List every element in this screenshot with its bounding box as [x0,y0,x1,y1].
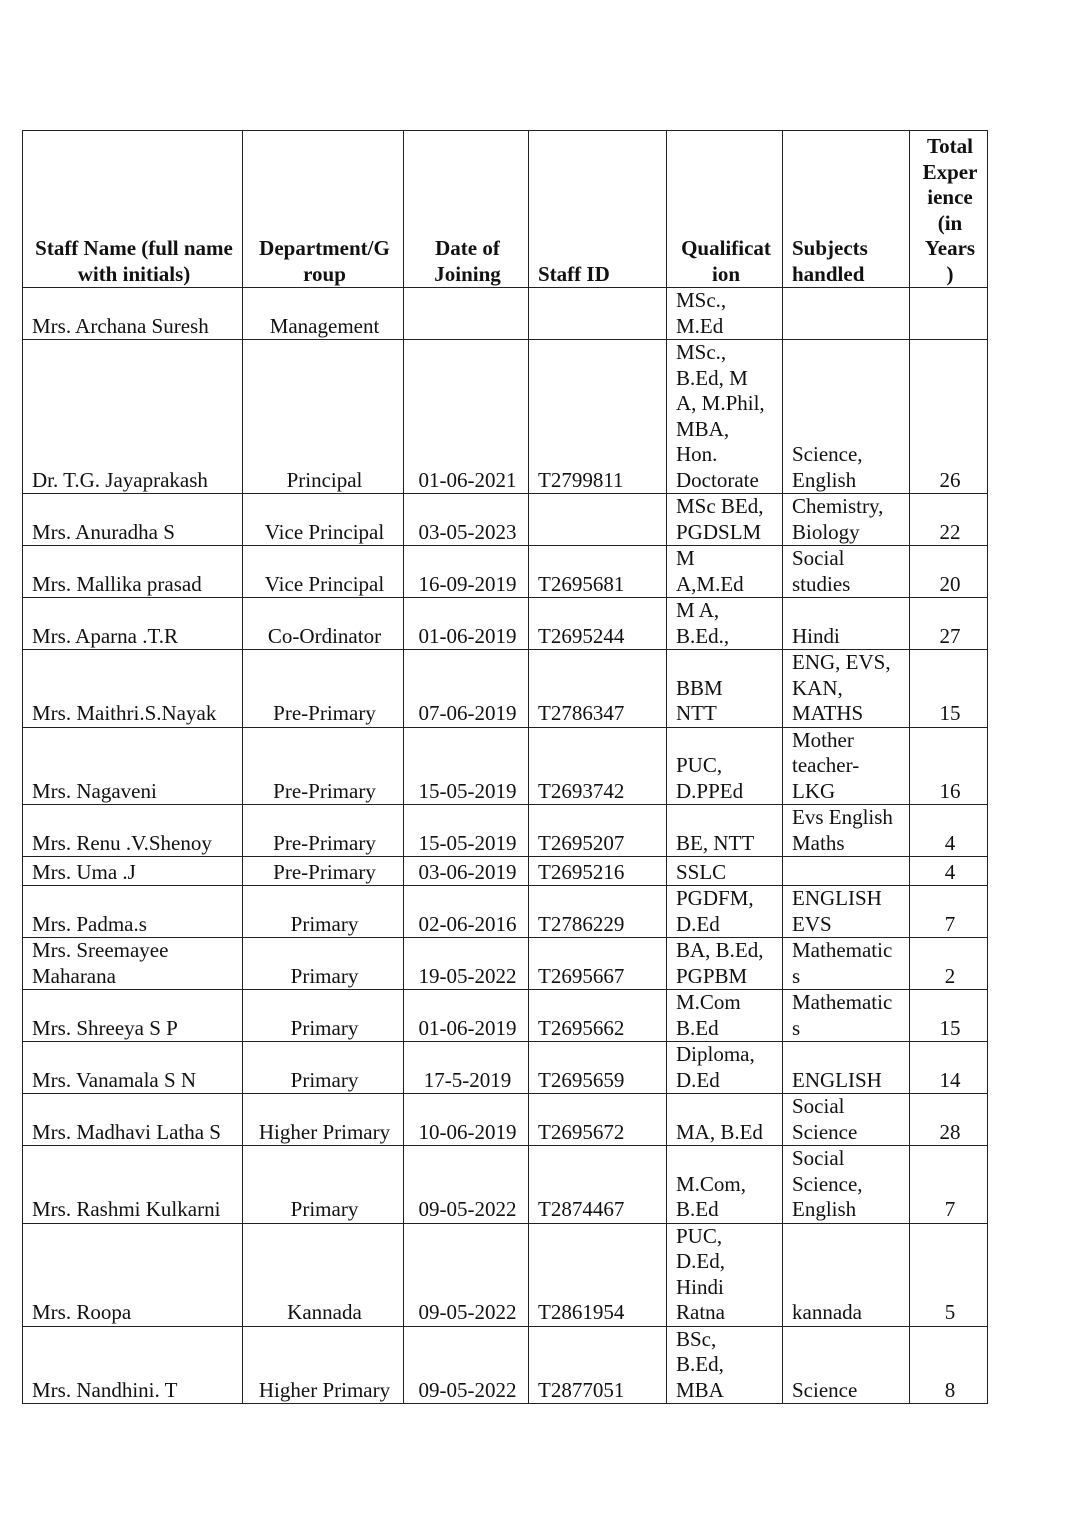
cell-staff-id: T2695672 [529,1094,667,1146]
table-row [23,1326,988,1404]
cell-subjects: Chemistry, Biology [783,494,910,546]
header-subjects: Subjects handled [783,131,910,288]
header-date-of-joining: Date of Joining [404,131,529,288]
cell-subjects: Science [783,1326,910,1404]
cell-subjects: Hindi [783,598,910,650]
cell-staff-id: T2877051 [529,1326,667,1404]
table-row [23,288,988,340]
cell-subjects: Mathematic s [783,938,910,990]
table-row [23,990,988,1042]
cell-staff-id: T2695216 [529,857,667,886]
cell-subjects: kannada [783,1223,910,1326]
cell-department: Vice Principal [243,494,404,546]
cell-staff-name: Mrs. Rashmi Kulkarni [23,1146,243,1224]
cell-qualification: PUC, D.PPEd [667,727,783,805]
cell-department: Primary [243,1042,404,1094]
cell-staff-id: T2861954 [529,1223,667,1326]
cell-subjects: ENGLISH [783,1042,910,1094]
table-row [23,1223,988,1326]
cell-date-of-joining: 10-06-2019 [404,1094,529,1146]
cell-staff-id: T2695667 [529,938,667,990]
cell-experience: 20 [910,546,988,598]
table-row [23,650,988,728]
cell-department: Management [243,288,404,340]
cell-staff-id: T2874467 [529,1146,667,1224]
cell-experience: 16 [910,727,988,805]
cell-experience: 4 [910,857,988,886]
cell-experience: 4 [910,805,988,857]
header-qualification: Qualificat ion [667,131,783,288]
cell-experience: 7 [910,1146,988,1224]
cell-staff-name: Mrs. Aparna .T.R [23,598,243,650]
cell-staff-id: T2799811 [529,340,667,494]
cell-qualification: BSc, B.Ed, MBA [667,1326,783,1404]
header-staff-name: Staff Name (full name with initials) [23,131,243,288]
cell-subjects [783,288,910,340]
table-row [23,494,988,546]
cell-qualification: BE, NTT [667,805,783,857]
table-row [23,1146,988,1224]
cell-qualification: MSc., M.Ed [667,288,783,340]
cell-qualification: BA, B.Ed, PGPBM [667,938,783,990]
cell-date-of-joining: 15-05-2019 [404,805,529,857]
table-row [23,886,988,938]
cell-department: Higher Primary [243,1094,404,1146]
cell-staff-id: T2693742 [529,727,667,805]
cell-qualification: MSc., B.Ed, M A, M.Phil, MBA, Hon. Doctorate [667,340,783,494]
table-row [23,1042,988,1094]
table-row [23,598,988,650]
table-row [23,546,988,598]
header-department: Department/G roup [243,131,404,288]
cell-qualification: M.Com B.Ed [667,990,783,1042]
cell-staff-name: Mrs. Madhavi Latha S [23,1094,243,1146]
cell-department: Higher Primary [243,1326,404,1404]
cell-staff-name: Mrs. Roopa [23,1223,243,1326]
cell-staff-name: Mrs. Maithri.S.Nayak [23,650,243,728]
cell-department: Pre-Primary [243,650,404,728]
cell-qualification: MSc BEd, PGDSLM [667,494,783,546]
cell-qualification: M A, B.Ed., [667,598,783,650]
cell-staff-name: Dr. T.G. Jayaprakash [23,340,243,494]
cell-department: Primary [243,1146,404,1224]
cell-subjects: Social Science [783,1094,910,1146]
staff-table-body [23,288,988,1404]
header-experience: Total Exper ience (in Years ) [910,131,988,288]
cell-experience: 22 [910,494,988,546]
cell-subjects: Mathematic s [783,990,910,1042]
cell-date-of-joining: 09-05-2022 [404,1326,529,1404]
cell-staff-name: Mrs. Shreeya S P [23,990,243,1042]
cell-date-of-joining: 16-09-2019 [404,546,529,598]
cell-staff-id [529,494,667,546]
table-row [23,727,988,805]
cell-staff-name: Mrs. Sreemayee Maharana [23,938,243,990]
table-row [23,805,988,857]
cell-staff-name: Mrs. Anuradha S [23,494,243,546]
cell-qualification: MA, B.Ed [667,1094,783,1146]
header-staff-id: Staff ID [529,131,667,288]
cell-department: Pre-Primary [243,727,404,805]
cell-date-of-joining: 01-06-2019 [404,598,529,650]
table-row [23,1094,988,1146]
cell-qualification: PUC, D.Ed, Hindi Ratna [667,1223,783,1326]
cell-staff-name: Mrs. Nagaveni [23,727,243,805]
cell-experience: 26 [910,340,988,494]
cell-department: Pre-Primary [243,857,404,886]
cell-subjects: Mother teacher- LKG [783,727,910,805]
cell-experience: 8 [910,1326,988,1404]
header-row [23,131,988,288]
cell-qualification: Diploma, D.Ed [667,1042,783,1094]
cell-experience: 27 [910,598,988,650]
table-row [23,340,988,494]
cell-experience: 7 [910,886,988,938]
cell-subjects [783,857,910,886]
cell-experience: 15 [910,990,988,1042]
cell-qualification: M.Com, B.Ed [667,1146,783,1224]
cell-staff-name: Mrs. Padma.s [23,886,243,938]
cell-experience [910,288,988,340]
cell-subjects: ENGLISH EVS [783,886,910,938]
cell-date-of-joining: 01-06-2021 [404,340,529,494]
cell-subjects: Evs English Maths [783,805,910,857]
cell-staff-name: Mrs. Mallika prasad [23,546,243,598]
cell-department: Vice Principal [243,546,404,598]
cell-department: Principal [243,340,404,494]
cell-date-of-joining: 01-06-2019 [404,990,529,1042]
cell-staff-id: T2786347 [529,650,667,728]
cell-staff-id: T2786229 [529,886,667,938]
cell-staff-id: T2695681 [529,546,667,598]
cell-staff-name: Mrs. Archana Suresh [23,288,243,340]
cell-department: Primary [243,886,404,938]
cell-date-of-joining: 03-05-2023 [404,494,529,546]
cell-date-of-joining: 17-5-2019 [404,1042,529,1094]
staff-table [22,130,988,1404]
cell-qualification: PGDFM, D.Ed [667,886,783,938]
cell-staff-name: Mrs. Vanamala S N [23,1042,243,1094]
cell-subjects: ENG, EVS, KAN, MATHS [783,650,910,728]
cell-staff-name: Mrs. Renu .V.Shenoy [23,805,243,857]
cell-qualification: BBM NTT [667,650,783,728]
cell-staff-name: Mrs. Nandhini. T [23,1326,243,1404]
cell-qualification: SSLC [667,857,783,886]
cell-subjects: Social Science, English [783,1146,910,1224]
cell-department: Pre-Primary [243,805,404,857]
cell-date-of-joining [404,288,529,340]
cell-staff-id: T2695659 [529,1042,667,1094]
cell-experience: 2 [910,938,988,990]
cell-staff-id [529,288,667,340]
cell-staff-name: Mrs. Uma .J [23,857,243,886]
table-row [23,857,988,886]
cell-subjects: Social studies [783,546,910,598]
cell-date-of-joining: 03-06-2019 [404,857,529,886]
cell-department: Primary [243,938,404,990]
cell-date-of-joining: 07-06-2019 [404,650,529,728]
cell-department: Primary [243,990,404,1042]
cell-experience: 28 [910,1094,988,1146]
cell-qualification: M A,M.Ed [667,546,783,598]
cell-experience: 14 [910,1042,988,1094]
cell-date-of-joining: 15-05-2019 [404,727,529,805]
cell-staff-id: T2695244 [529,598,667,650]
cell-date-of-joining: 09-05-2022 [404,1146,529,1224]
cell-experience: 5 [910,1223,988,1326]
cell-date-of-joining: 02-06-2016 [404,886,529,938]
cell-subjects: Science, English [783,340,910,494]
cell-experience: 15 [910,650,988,728]
cell-staff-id: T2695207 [529,805,667,857]
cell-date-of-joining: 09-05-2022 [404,1223,529,1326]
cell-date-of-joining: 19-05-2022 [404,938,529,990]
cell-staff-id: T2695662 [529,990,667,1042]
table-row [23,938,988,990]
cell-department: Co-Ordinator [243,598,404,650]
cell-department: Kannada [243,1223,404,1326]
